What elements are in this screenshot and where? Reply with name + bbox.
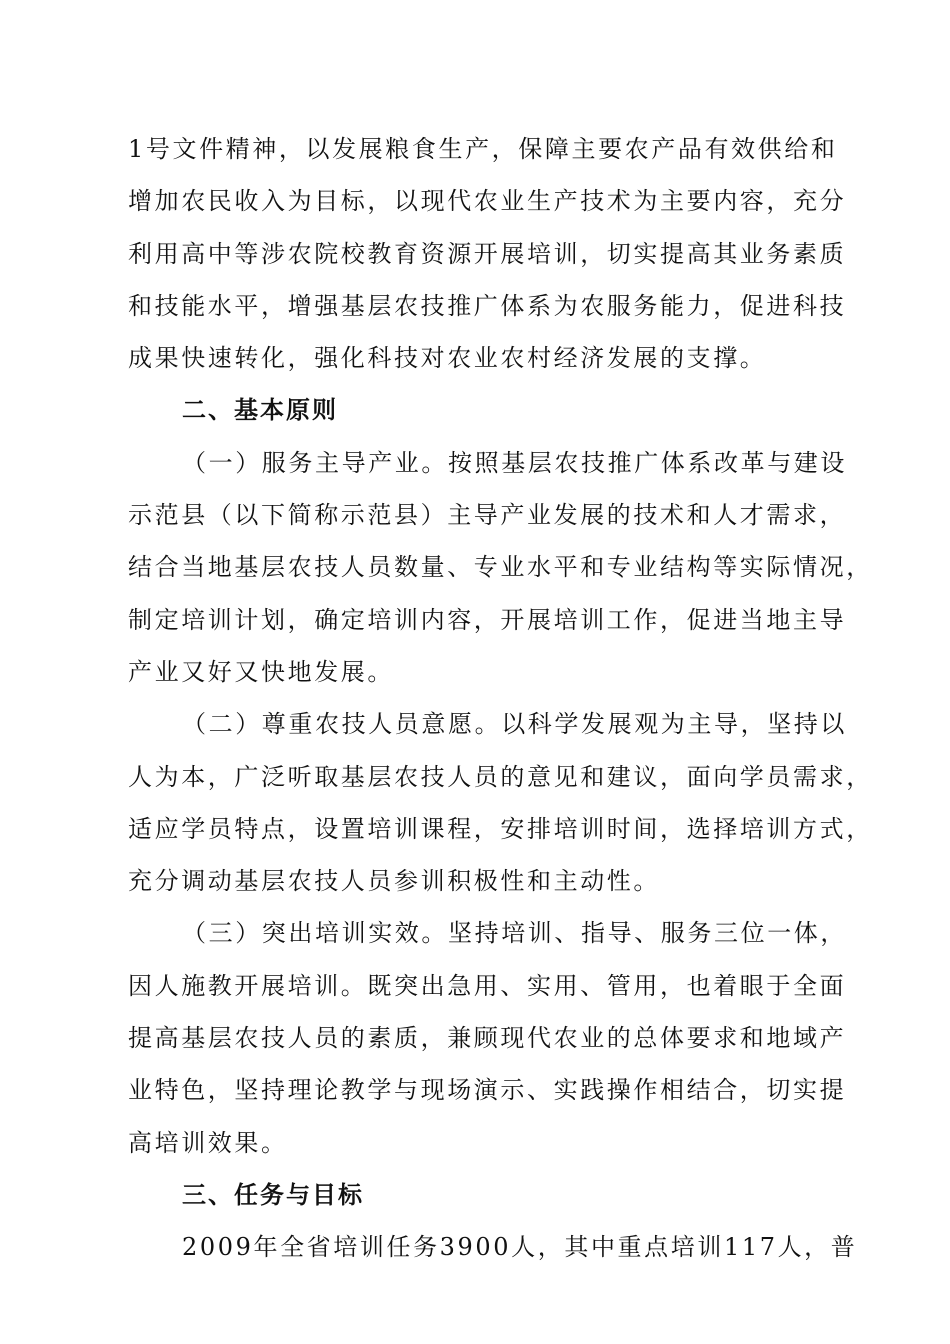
- paragraph-line: 高培训效果。: [128, 1128, 288, 1157]
- paragraph-line: 业特色，坚持理论教学与现场演示、实践操作相结合，切实提: [128, 1076, 847, 1105]
- paragraph-line: 因人施教开展培训。既突出急用、实用、管用，也着眼于全面: [128, 971, 847, 1000]
- paragraph-line: 充分调动基层农技人员参训积极性和主动性。: [128, 867, 660, 896]
- paragraph-line: 增加农民收入为目标，以现代农业生产技术为主要内容，充分: [128, 187, 847, 216]
- paragraph-line: 产业又好又快地发展。: [128, 657, 394, 686]
- paragraph-line: 适应学员特点，设置培训课程，安排培训时间，选择培训方式，: [128, 814, 873, 843]
- paragraph-line: 结合当地基层农技人员数量、专业水平和专业结构等实际情况，: [128, 553, 873, 582]
- paragraph-line: 制定培训计划，确定培训内容，开展培训工作，促进当地主导: [128, 605, 847, 634]
- paragraph-line: 2009年全省培训任务3900人，其中重点培训117人，普: [182, 1233, 858, 1262]
- paragraph-line: 利用高中等涉农院校教育资源开展培训，切实提高其业务素质: [128, 239, 847, 268]
- paragraph-line: 成果快速转化，强化科技对农业农村经济发展的支撑。: [128, 344, 767, 373]
- paragraph-line: 示范县（以下简称示范县）主导产业发展的技术和人才需求，: [128, 501, 847, 530]
- paragraph-line: 1号文件精神，以发展粮食生产，保障主要农产品有效供给和: [128, 135, 838, 163]
- paragraph-line: （三）突出培训实效。坚持培训、指导、服务三位一体，: [182, 919, 847, 948]
- paragraph-line: 人为本，广泛听取基层农技人员的意见和建议，面向学员需求，: [128, 762, 873, 791]
- section-heading-tasks-and-goals: 三、任务与目标: [182, 1180, 364, 1209]
- paragraph-line: （一）服务主导产业。按照基层农技推广体系改革与建设: [182, 448, 847, 477]
- paragraph-line: （二）尊重农技人员意愿。以科学发展观为主导，坚持以: [182, 710, 847, 739]
- paragraph-line: 和技能水平，增强基层农技推广体系为农服务能力，促进科技: [128, 291, 847, 320]
- document-body: [128, 123, 873, 1274]
- paragraph-line: 提高基层农技人员的素质，兼顾现代农业的总体要求和地域产: [128, 1024, 847, 1053]
- section-heading-basic-principles: 二、基本原则: [182, 396, 338, 425]
